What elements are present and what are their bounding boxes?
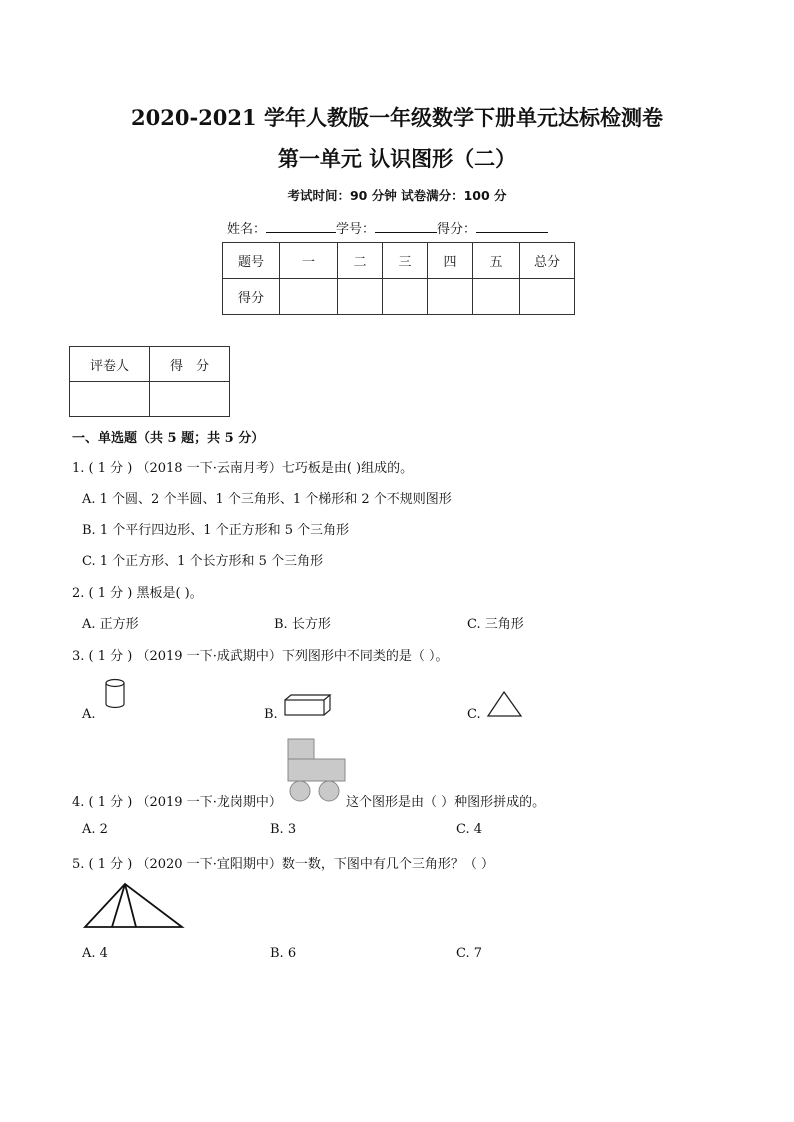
question-5-option-c[interactable]: C. 7 bbox=[456, 946, 483, 961]
student-info-row bbox=[227, 218, 548, 237]
grader-table bbox=[69, 346, 230, 417]
question-1-option-a[interactable]: A. 1 个圆、2 个半圆、1 个三角形、1 个梯形和 2 个不规则图形 bbox=[82, 492, 452, 507]
question-5-option-b[interactable]: B. 6 bbox=[270, 946, 297, 961]
score-cell[interactable] bbox=[280, 279, 338, 315]
question-4-stem-before: 4. ( 1 分 ) （2019 一下·龙岗期中） bbox=[72, 795, 282, 810]
question-3-stem: 3. ( 1 分 ) （2019 一下·成武期中）下列图形中不同类的是（ ）。 bbox=[72, 649, 449, 664]
question-1-option-c[interactable]: C. 1 个正方形、1 个长方形和 5 个三角形 bbox=[82, 554, 324, 569]
question-2-option-c[interactable]: C. 三角形 bbox=[467, 617, 524, 632]
grader-header-row bbox=[70, 347, 230, 382]
score-header-cell: 四 bbox=[428, 243, 473, 279]
page-title: 2020-2021 学年人教版一年级数学下册单元达标检测卷 bbox=[131, 105, 663, 130]
id-blank[interactable] bbox=[375, 219, 437, 233]
score-header-cell: 三 bbox=[383, 243, 428, 279]
id-label: 学号： bbox=[336, 222, 376, 237]
question-1-option-b[interactable]: B. 1 个平行四边形、1 个正方形和 5 个三角形 bbox=[82, 523, 350, 538]
name-blank[interactable] bbox=[266, 219, 336, 233]
score-header-cell: 一 bbox=[280, 243, 338, 279]
cylinder-figure bbox=[103, 678, 127, 710]
score-cell[interactable] bbox=[383, 279, 428, 315]
question-5-option-a[interactable]: A. 4 bbox=[82, 946, 108, 961]
score-label: 得分： bbox=[437, 222, 477, 237]
question-3-option-c[interactable]: C. bbox=[467, 707, 481, 722]
question-3-option-b[interactable]: B. bbox=[264, 707, 278, 722]
question-4-option-b[interactable]: B. 3 bbox=[270, 822, 297, 837]
score-row-label: 得分 bbox=[223, 279, 280, 315]
question-4-option-a[interactable]: A. 2 bbox=[82, 822, 108, 837]
score-cell[interactable] bbox=[338, 279, 383, 315]
grader-input-row bbox=[70, 382, 230, 417]
name-label: 姓名： bbox=[227, 222, 267, 237]
question-5-stem: 5. ( 1 分 ) （2020 一下·宜阳期中）数一数，下图中有几个三角形？（ ） bbox=[72, 857, 494, 872]
question-2-option-b[interactable]: B. 长方形 bbox=[274, 617, 331, 632]
question-2-stem: 2. ( 1 分 ) 黑板是( )。 bbox=[72, 586, 203, 601]
section-title: 一、单选题（共 5 题；共 5 分） bbox=[72, 431, 265, 446]
exam-info: 考试时间：90 分钟 试卷满分：100 分 bbox=[287, 188, 507, 203]
score-blank[interactable] bbox=[476, 219, 548, 233]
triangles-figure bbox=[84, 882, 184, 930]
grader-score-cell[interactable] bbox=[150, 382, 230, 417]
score-table-row bbox=[223, 279, 575, 315]
question-4-option-c[interactable]: C. 4 bbox=[456, 822, 483, 837]
stroller-figure bbox=[287, 738, 349, 804]
score-header-cell: 题号 bbox=[223, 243, 280, 279]
score-header-cell: 五 bbox=[473, 243, 520, 279]
score-header-cell: 二 bbox=[338, 243, 383, 279]
grader-label: 评卷人 bbox=[70, 347, 150, 382]
grader-cell[interactable] bbox=[70, 382, 150, 417]
score-cell[interactable] bbox=[520, 279, 575, 315]
score-table-header-row bbox=[223, 243, 575, 279]
question-2-option-a[interactable]: A. 正方形 bbox=[82, 617, 139, 632]
question-3-option-a[interactable]: A. bbox=[82, 707, 96, 722]
triangle-figure bbox=[487, 690, 523, 718]
question-1-stem: 1. ( 1 分 ) （2018 一下·云南月考）七巧板是由( )组成的。 bbox=[72, 461, 414, 476]
score-table bbox=[222, 242, 575, 315]
score-header-cell: 总分 bbox=[520, 243, 575, 279]
grader-score-label: 得 分 bbox=[150, 347, 230, 382]
page-subtitle: 第一单元 认识图形（二） bbox=[277, 146, 517, 171]
question-4-stem-after: 这个图形是由（ ）种图形拼成的。 bbox=[346, 795, 546, 810]
score-cell[interactable] bbox=[428, 279, 473, 315]
cuboid-figure bbox=[284, 694, 332, 718]
score-cell[interactable] bbox=[473, 279, 520, 315]
